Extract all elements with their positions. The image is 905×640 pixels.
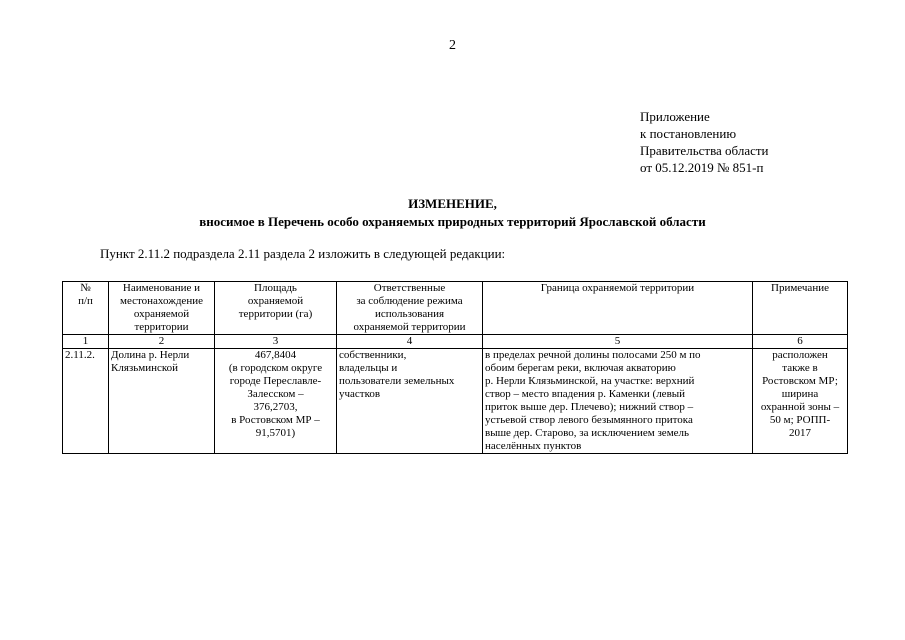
- cell-line: Примечание: [771, 282, 829, 294]
- page-number: 2: [449, 38, 456, 53]
- cell-line: 467,8404: [254, 349, 297, 361]
- cell-line: в Ростовском МР –: [231, 414, 320, 426]
- cell-line: пользователи земельных: [339, 375, 455, 387]
- cell-line: в пределах речной долины полосами 250 м по: [485, 349, 701, 361]
- territory-table: [62, 281, 848, 454]
- responsible-cell: [337, 349, 483, 454]
- cell-line: р. Нерли Клязьминской, на участке: верхний: [485, 375, 695, 387]
- intro-paragraph: Пункт 2.11.2 подраздела 2.11 раздела 2 изложить в следующей редакции:: [100, 246, 506, 261]
- column-number-row: [63, 335, 848, 349]
- cell-line: 91,5701): [255, 427, 296, 439]
- cell-line: территории (га): [238, 308, 313, 320]
- cell-line: 2.11.2.: [65, 349, 95, 361]
- column-number: 2: [109, 335, 215, 349]
- boundary-cell: [483, 349, 753, 454]
- header-cell: [109, 282, 215, 335]
- cell-line: 2017: [789, 427, 811, 439]
- cell-line: городе Переславле-: [229, 375, 322, 387]
- cell-line: Граница охраняемой территории: [540, 282, 695, 294]
- table-header-row: [63, 282, 848, 335]
- cell-line: Клязьминской: [111, 362, 179, 374]
- cell-line: п/п: [78, 295, 93, 307]
- cell-line: Площадь: [254, 282, 297, 294]
- cell-line: створ – место впадения р. Каменки (левый: [485, 388, 686, 400]
- table-row: [63, 349, 848, 454]
- header-cell: [483, 282, 753, 335]
- cell-line: охраняемой территории: [353, 321, 466, 333]
- appendix-line: от 05.12.2019 № 851-п: [640, 160, 764, 175]
- column-number: 3: [215, 335, 337, 349]
- header-cell: [337, 282, 483, 335]
- cell-line: Залесском –: [247, 388, 304, 400]
- title-line: ИЗМЕНЕНИЕ,: [408, 196, 497, 211]
- cell-line: Долина р. Нерли: [111, 349, 190, 361]
- cell-line: (в городском округе: [228, 362, 323, 374]
- territory-name-cell: [109, 349, 215, 454]
- cell-line: собственники,: [339, 349, 407, 361]
- column-number: 1: [63, 335, 109, 349]
- cell-line: также в: [782, 362, 818, 374]
- cell-line: использования: [374, 308, 445, 320]
- cell-line: участков: [339, 388, 381, 400]
- document-title: [0, 195, 905, 231]
- row-number-cell: [63, 349, 109, 454]
- cell-line: охраняемой: [247, 295, 304, 307]
- cell-line: 50 м; РОПП-: [769, 414, 831, 426]
- cell-line: Ответственные: [373, 282, 446, 294]
- area-cell: [215, 349, 337, 454]
- header-cell: [63, 282, 109, 335]
- cell-line: местонахождение: [120, 295, 203, 307]
- header-cell: [215, 282, 337, 335]
- cell-line: Ростовском МР;: [762, 375, 838, 387]
- cell-line: устьевой створ левого безымянного притока: [485, 414, 693, 426]
- title-line: вносимое в Перечень особо охраняемых природных территорий Ярославской области: [199, 214, 706, 229]
- appendix-block: [640, 108, 769, 176]
- cell-line: территории: [134, 321, 189, 333]
- cell-line: охранной зоны –: [760, 401, 840, 413]
- column-number: 5: [483, 335, 753, 349]
- appendix-line: к постановлению: [640, 126, 737, 141]
- column-number: 6: [753, 335, 848, 349]
- appendix-line: Правительства области: [640, 143, 769, 158]
- cell-line: за соблюдение режима: [356, 295, 463, 307]
- cell-line: населённых пунктов: [485, 440, 582, 452]
- cell-line: приток выше дер. Плечево); нижний створ –: [485, 401, 694, 413]
- cell-line: Наименование и: [122, 282, 201, 294]
- cell-line: №: [80, 282, 91, 294]
- cell-line: охраняемой: [133, 308, 190, 320]
- cell-line: расположен: [772, 349, 828, 361]
- cell-line: ширина: [781, 388, 819, 400]
- cell-line: выше дер. Старово, за исключением земель: [485, 427, 690, 439]
- header-cell: [753, 282, 848, 335]
- note-cell: [753, 349, 848, 454]
- cell-line: владельцы и: [339, 362, 398, 374]
- column-number: 4: [337, 335, 483, 349]
- cell-line: 376,2703,: [253, 401, 298, 413]
- appendix-line: Приложение: [640, 109, 710, 124]
- cell-line: обоим берегам реки, включая акваторию: [485, 362, 676, 374]
